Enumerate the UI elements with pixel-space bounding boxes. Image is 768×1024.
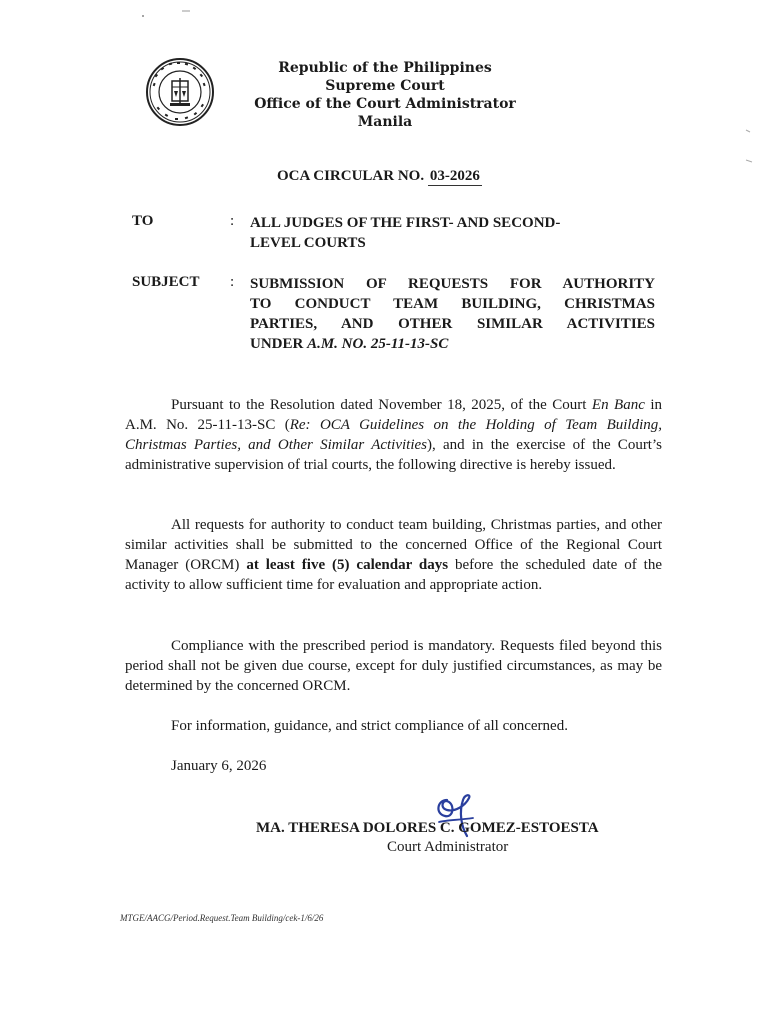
text-run: ), and in the exercise of the Court’s administrative supervision of trial courts, the following directive is hereby issued. bbox=[125, 437, 662, 473]
to-line: ALL JUDGES OF THE FIRST- AND SECOND- bbox=[250, 215, 561, 231]
court-administrator-seal-icon bbox=[145, 57, 215, 127]
subject-label: SUBJECT bbox=[132, 274, 200, 290]
to-label: TO bbox=[132, 213, 154, 229]
text-run-bold: at least five (5) calendar days bbox=[246, 557, 449, 573]
header-republic: Republic of the Philippines bbox=[278, 60, 492, 76]
circular-title bbox=[277, 168, 482, 186]
paragraph-requests bbox=[125, 515, 662, 595]
subject-line: TO CONDUCT TEAM BUILDING, CHRISTMAS bbox=[250, 296, 655, 312]
text-run: All requests for authority to conduct team building, Christmas parties, and other similar activities shall be submitted to the concerned Office of the Regional Court Manager (ORCM) bbox=[125, 517, 662, 573]
letterhead bbox=[250, 59, 520, 131]
signatory-name: MA. THERESA DOLORES C. GOMEZ-ESTOESTA bbox=[256, 820, 599, 836]
circular-label: OCA CIRCULAR NO. bbox=[277, 168, 425, 184]
subject-under: UNDER bbox=[250, 336, 308, 352]
paragraph-information: For information, guidance, and strict compliance of all concerned. bbox=[171, 718, 568, 734]
header-city: Manila bbox=[357, 114, 413, 130]
subject-line bbox=[250, 334, 655, 354]
header-supreme-court: Supreme Court bbox=[325, 78, 445, 94]
subject-line: SUBMISSION OF REQUESTS FOR AUTHORITY bbox=[250, 276, 655, 292]
to-colon: : bbox=[230, 213, 235, 229]
subject-value bbox=[250, 274, 655, 354]
reference-code: MTGE/AACG/Period.Request.Team Building/cek-1/6/26 bbox=[120, 913, 324, 923]
circular-number: 03-2026 bbox=[429, 168, 480, 184]
header-oca: Office of the Court Administrator bbox=[254, 96, 516, 112]
paragraph-compliance: Compliance with the prescribed period is mandatory. Requests filed beyond this period shall not be given due course, except for duly justified circumstances, as may be determined by the concerned ORCM. bbox=[125, 638, 662, 694]
text-run: in A.M. No. 25-11-13-SC ( bbox=[125, 397, 662, 433]
text-run-italic: En Banc bbox=[591, 397, 645, 413]
subject-line: PARTIES, AND OTHER SIMILAR ACTIVITIES bbox=[250, 316, 655, 332]
signatory-title: Court Administrator bbox=[387, 839, 509, 855]
text-run: before the scheduled date of the activity to allow sufficient time for evaluation and appropriate action. bbox=[125, 557, 662, 593]
to-line: LEVEL COURTS bbox=[250, 235, 366, 251]
to-value bbox=[250, 213, 655, 253]
subject-colon: : bbox=[230, 274, 235, 290]
text-run-italic: Re: OCA Guidelines on the Holding of Team Building, Christmas Parties, and Other Similar Activities bbox=[125, 417, 662, 453]
paragraph-resolution bbox=[125, 395, 662, 475]
subject-am-number: A.M. NO. 25-11-13-SC bbox=[307, 336, 449, 352]
document-date: January 6, 2026 bbox=[171, 758, 267, 774]
text-run: Pursuant to the Resolution dated November 18, 2025, of the Court bbox=[171, 397, 592, 413]
